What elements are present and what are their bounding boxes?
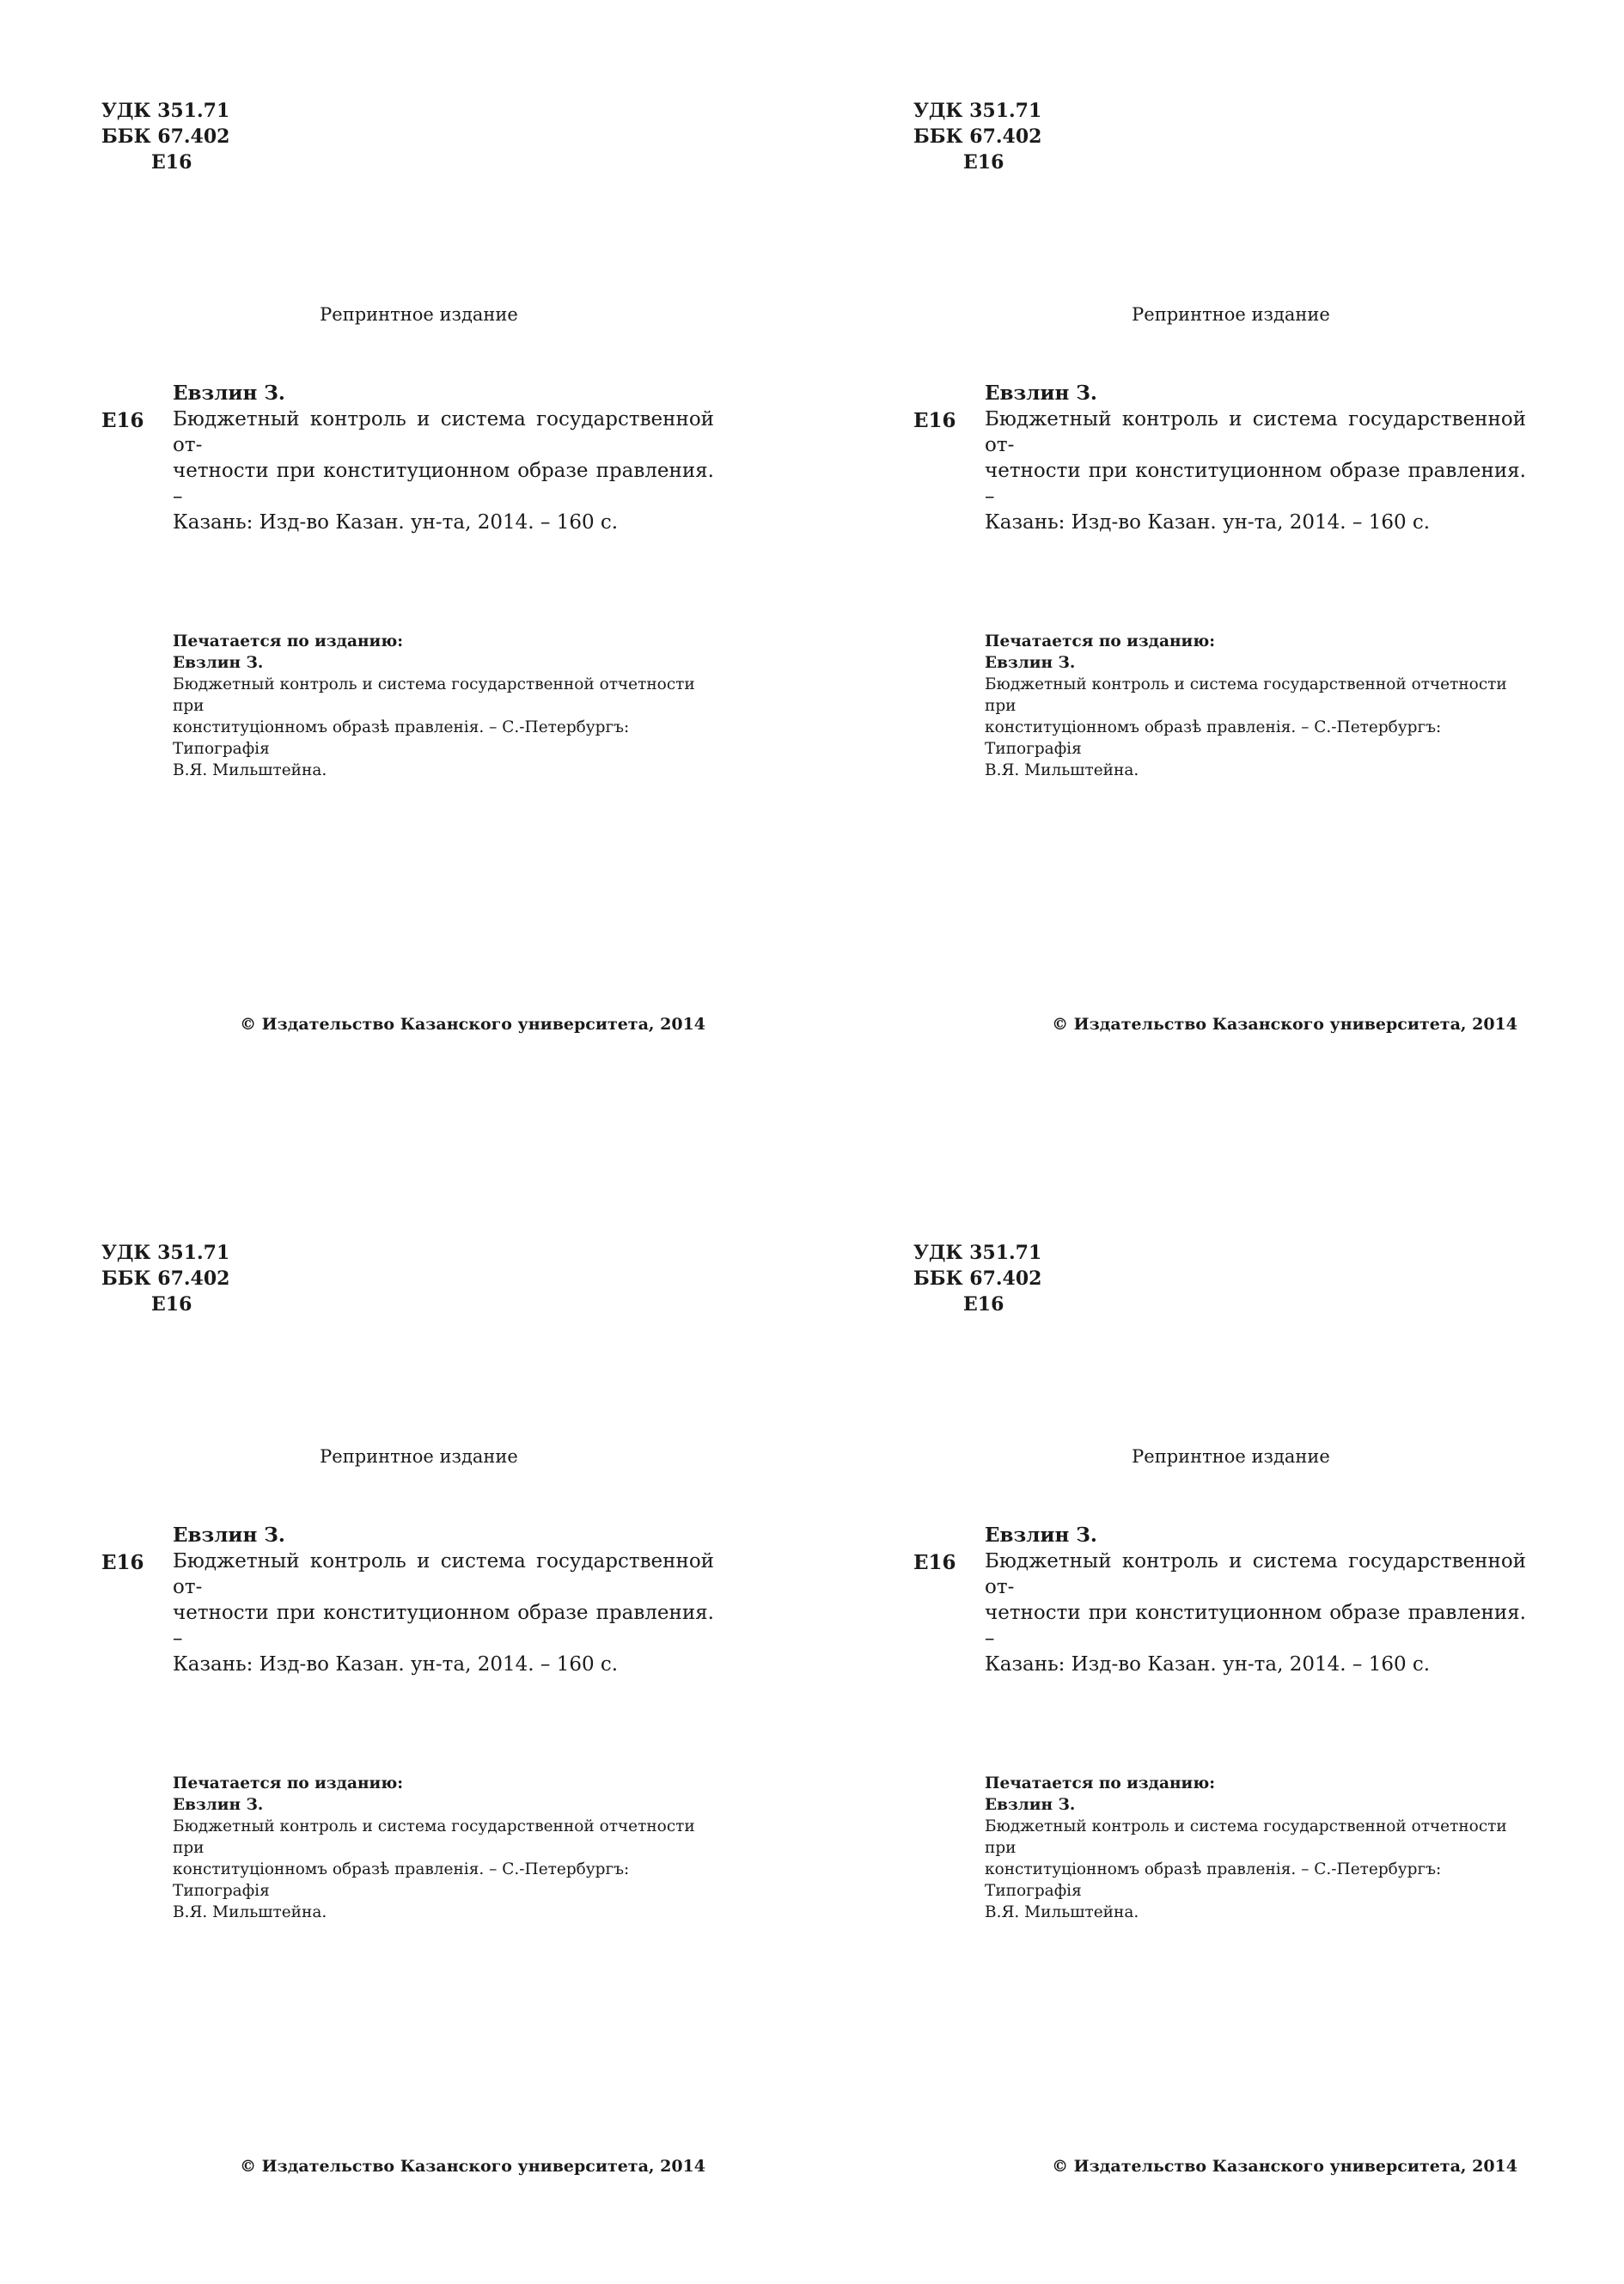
catalog-mark: Е16 [101,409,144,432]
bibliographic-entry [173,381,714,535]
source-line: В.Я. Мильштейна. [173,1903,327,1921]
source-line: конституціонномъ образѣ правленія. – С.-Петербургъ: Типографія [985,1860,1442,1900]
source-line: Бюджетный контроль и система государственной отчетности при [985,675,1507,715]
source-heading: Печатается по изданию: [985,632,1216,650]
entry-line: Бюджетный контроль и система государственной от- [985,408,1526,456]
udk-code: УДК 351.71 [101,100,230,122]
source-line: конституціонномъ образѣ правленія. – С.-Петербургъ: Типографія [985,718,1442,758]
copyright-notice: © Издательство Казанского университета, 2014 [240,2157,705,2176]
author-mark: Е16 [963,1293,1004,1316]
catalog-mark: Е16 [913,1551,956,1574]
copyright-notice: © Издательство Казанского университета, 2014 [1052,2157,1517,2176]
imprint-page [0,1142,812,2284]
source-line: Бюджетный контроль и система государственной отчетности при [173,1817,695,1857]
reprint-label: Репринтное издание [1132,1446,1330,1467]
source-author: Евзлин З. [985,654,1076,672]
entry-author: Евзлин З. [985,1524,1097,1547]
source-author: Евзлин З. [985,1796,1076,1814]
bbk-code: ББК 67.402 [913,125,1042,148]
entry-line: Бюджетный контроль и система государственной от- [173,408,714,456]
entry-line: Казань: Изд-во Казан. ун-та, 2014. – 160 с. [173,511,619,534]
bbk-code: ББК 67.402 [913,1267,1042,1290]
source-edition-note [173,631,718,781]
bibliographic-entry [985,381,1526,535]
source-author: Евзлин З. [173,654,264,672]
entry-line: Бюджетный контроль и система государственной от- [173,1550,714,1598]
entry-line: четности при конституционном образе правления. – [985,460,1526,508]
bibliographic-entry [985,1523,1526,1677]
source-line: Бюджетный контроль и система государственной отчетности при [985,1817,1507,1857]
entry-line: четности при конституционном образе правления. – [173,1602,714,1650]
entry-line: четности при конституционном образе правления. – [173,460,714,508]
bibliographic-entry [173,1523,714,1677]
entry-author: Евзлин З. [173,382,285,405]
catalog-mark: Е16 [101,1551,144,1574]
udk-code: УДК 351.71 [913,1242,1042,1264]
author-mark: Е16 [151,1293,192,1316]
source-heading: Печатается по изданию: [173,632,404,650]
bbk-code: ББК 67.402 [101,125,230,148]
bbk-code: ББК 67.402 [101,1267,230,1290]
imprint-page [812,1142,1624,2284]
udk-code: УДК 351.71 [913,100,1042,122]
entry-line: четности при конституционном образе правления. – [985,1602,1526,1650]
copyright-notice: © Издательство Казанского университета, 2014 [1052,1015,1517,1034]
classification-codes [101,1240,229,1317]
source-edition-note [985,631,1530,781]
udk-code: УДК 351.71 [101,1242,230,1264]
imprint-page [812,0,1624,1142]
reprint-label: Репринтное издание [320,304,518,325]
source-edition-note [985,1773,1530,1923]
source-heading: Печатается по изданию: [173,1774,404,1792]
entry-author: Евзлин З. [173,1524,285,1547]
source-heading: Печатается по изданию: [985,1774,1216,1792]
entry-line: Казань: Изд-во Казан. ун-та, 2014. – 160 с. [173,1653,619,1676]
source-line: конституціонномъ образѣ правленія. – С.-Петербургъ: Типографія [173,718,630,758]
source-line: В.Я. Мильштейна. [173,761,327,779]
entry-line: Казань: Изд-во Казан. ун-та, 2014. – 160 с. [985,1653,1431,1676]
source-line: В.Я. Мильштейна. [985,1903,1139,1921]
reprint-label: Репринтное издание [1132,304,1330,325]
source-author: Евзлин З. [173,1796,264,1814]
source-line: Бюджетный контроль и система государственной отчетности при [173,675,695,715]
classification-codes [913,98,1041,175]
author-mark: Е16 [151,151,192,174]
reprint-label: Репринтное издание [320,1446,518,1467]
entry-author: Евзлин З. [985,382,1097,405]
classification-codes [101,98,229,175]
classification-codes [913,1240,1041,1317]
source-line: В.Я. Мильштейна. [985,761,1139,779]
source-line: конституціонномъ образѣ правленія. – С.-Петербургъ: Типографія [173,1860,630,1900]
source-edition-note [173,1773,718,1923]
copyright-notice: © Издательство Казанского университета, 2014 [240,1015,705,1034]
imprint-page [0,0,812,1142]
catalog-mark: Е16 [913,409,956,432]
entry-line: Казань: Изд-во Казан. ун-та, 2014. – 160 с. [985,511,1431,534]
entry-line: Бюджетный контроль и система государственной от- [985,1550,1526,1598]
author-mark: Е16 [963,151,1004,174]
